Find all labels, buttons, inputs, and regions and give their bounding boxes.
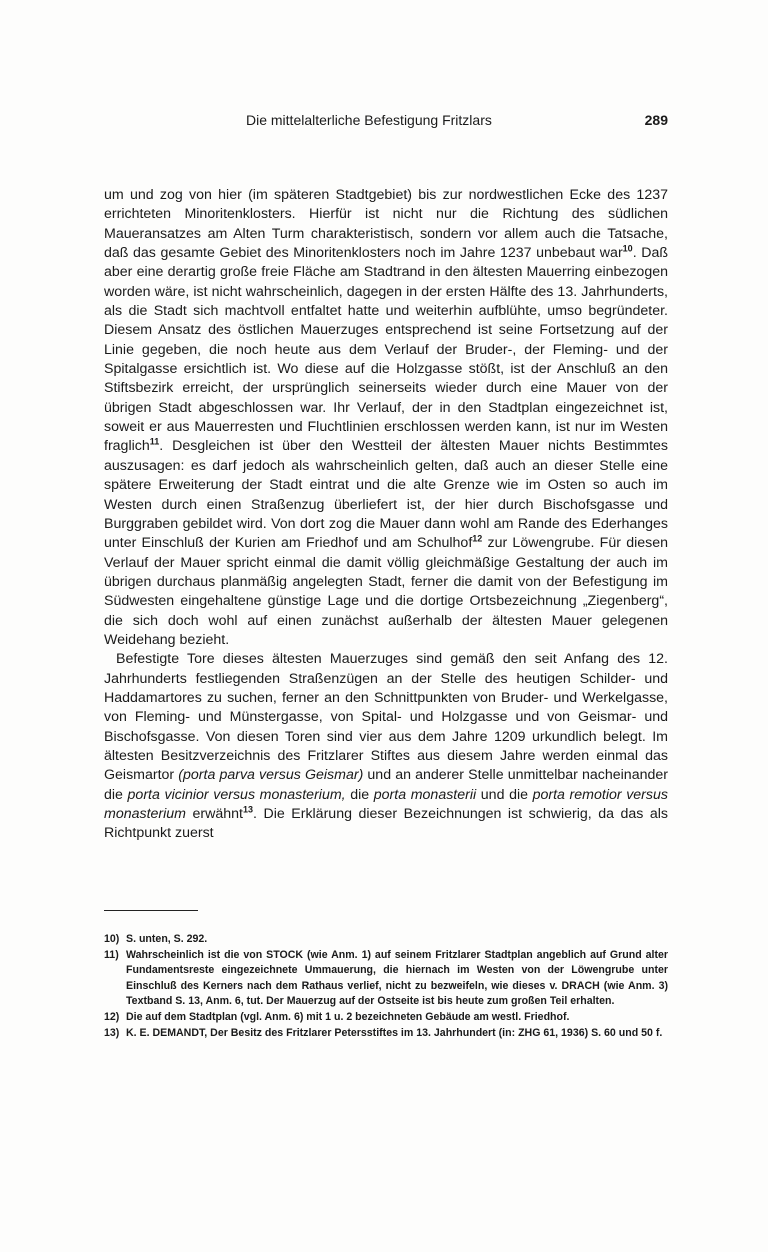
latin-quotation: porta vicinior versus monasterium, — [127, 786, 346, 803]
footnote-number: 12) — [104, 1010, 120, 1023]
footnote-number: 13) — [104, 1026, 120, 1039]
text-run: Befestigte Tore dieses ältesten Mauerzuges sind gemäß den seit Anfang des 12. Jahrhunderts festliegenden Straßenzügen an der Stelle des heutigen Schilder- und Haddamartores zu suchen, ferner an den Schnittpunkten von Bruder- und Werkelgasse, von Fleming- und Münstergasse, von Spital- und Holzgasse und von Geismar- und Bischofsgasse. Von diesen Toren sind vier aus dem Jahre 1209 urkundlich belegt. Im ältesten Besitzverzeichnis des Fritzlarer Stiftes aus diesem Jahre werden einmal das Geismartor — [104, 651, 668, 784]
running-header — [104, 112, 668, 132]
footnote-text: Die auf dem Stadtplan (vgl. Anm. 6) mit 1 u. 2 bezeichneten Gebäude am westl. Friedhof. — [126, 1010, 570, 1023]
main-text — [104, 186, 668, 844]
footnote — [104, 1010, 668, 1026]
footnote-number: 11) — [104, 948, 119, 961]
footnote — [104, 948, 668, 1010]
footnote-reference: 11 — [149, 436, 160, 447]
paragraph — [104, 186, 668, 650]
footnote-separator — [104, 910, 198, 911]
text-run: und an anderer Stelle unmittelbar nacheinander die — [104, 767, 668, 803]
latin-quotation: (porta parva versus Geismar) — [178, 767, 364, 784]
latin-quotation: porta remotior versus monasterium — [104, 786, 668, 822]
footnotes — [104, 932, 668, 1041]
footnote-text: K. E. DEMANDT, Der Besitz des Fritzlarer Petersstiftes im 13. Jahrhundert (in: ZHG 61, 1936) S. 60 und 50 f. — [126, 1026, 663, 1039]
footnote — [104, 932, 668, 948]
text-run: erwähnt — [186, 806, 243, 822]
footnote-reference: 10 — [622, 243, 633, 254]
paragraph — [104, 650, 668, 843]
footnote-reference: 13 — [243, 804, 254, 815]
text-run: und die — [476, 786, 533, 803]
footnote-text: S. unten, S. 292. — [126, 933, 208, 945]
text-run: . Die Erklärung dieser Bezeichnungen ist schwierig, da das als Richtpunkt zuerst — [104, 806, 669, 842]
running-title: Die mittelalterliche Befestigung Fritzlars — [246, 112, 492, 128]
text-run: um und zog von hier (im späteren Stadtgebiet) bis zur nordwestlichen Ecke des 1237 errichteten Minoritenklosters. Hierfür ist nicht nur die Richtung des südlichen Maueransatzes am Alten Turm charakteristisch, sondern vor allem auch die Tatsache, daß das gesamte Gebiet des Minoritenklosters noch im Jahre 1237 unbebaut war — [104, 187, 668, 262]
latin-quotation: porta monasterii — [373, 786, 477, 803]
footnote-text: Wahrscheinlich ist die von STOCK (wie Anm. 1) auf seinem Fritzlarer Stadtplan angeblich auf Grund alter Fundamentsreste eingezeichnete Ummauerung, die hiernach im Westen von der Löwengrube unter Einschluß des Kerners nach dem Rathaus verlief, nicht zu bezweifeln, wie dieses v. DRACH (wie Anm. 3) Textband S. 13, Anm. 6, tut. Der Mauerzug auf der Ostseite ist bis heute zum großen Teil erhalten. — [126, 948, 668, 1008]
footnote-number: 10) — [104, 933, 120, 945]
page-number: 289 — [644, 112, 668, 128]
footnote — [104, 1026, 668, 1042]
text-run: zur Löwengrube. Für diesen Verlauf der Mauer spricht einmal die damit völlig gleichmäßige Gestaltung der auch im übrigen durchaus planmäßig angelegten Stadt, ferner die damit von der Befestigung im Südwesten eingehaltene günstige Lage und die dortige Ortsbezeichnung „Ziegenberg“, die sich doch wohl auf einen zunächst außerhalb der ältesten Mauer gelegenen Weidehang bezieht. — [104, 535, 668, 648]
footnote-reference: 12 — [472, 533, 483, 544]
text-run: . Desgleichen ist über den Westteil der ältesten Mauer nichts Bestimmtes auszusagen: es darf jedoch als wahrscheinlich gelten, daß auch an dieser Stelle eine spätere Erweiterung der Stadt eintrat und die alte Grenze wie im Osten so auch im Westen durch einen Straßenzug überliefert ist, der hier durch Bischofsgasse und Burggraben gebildet wird. Von dort zog die Mauer dann wohl am Rande des Ederhanges unter Einschluß der Kurien am Friedhof und am Schulhof — [104, 438, 668, 552]
text-run: . Daß aber eine derartig große freie Fläche am Stadtrand in den ältesten Mauerring einbezogen worden wäre, ist nicht wahrscheinlich, dagegen in der ersten Hälfte des 13. Jahrhunderts, als die Stadt sich machtvoll entfaltet hatte und weiterhin aufblühte, umso begründeter. Diesem Ansatz des östlichen Mauerzuges entsprechend ist seine Fortsetzung auf der Linie gegeben, die noch heute aus dem Verlauf der Bruder-, der Fleming- und der Spitalgasse ersichtlich ist. Wo diese auf die Holzgasse stößt, ist der Anschluß an den Stiftsbezirk erreicht, der ursprünglich seinerseits wieder durch eine Mauer von der übrigen Stadt abgeschlossen war. Ihr Verlauf, der in den Stadtplan eingezeichnet ist, soweit er aus Mauerresten und Fluchtlinien erschlossen werden kann, ist nur im Westen fraglich — [104, 245, 668, 455]
text-run: die — [345, 786, 374, 803]
